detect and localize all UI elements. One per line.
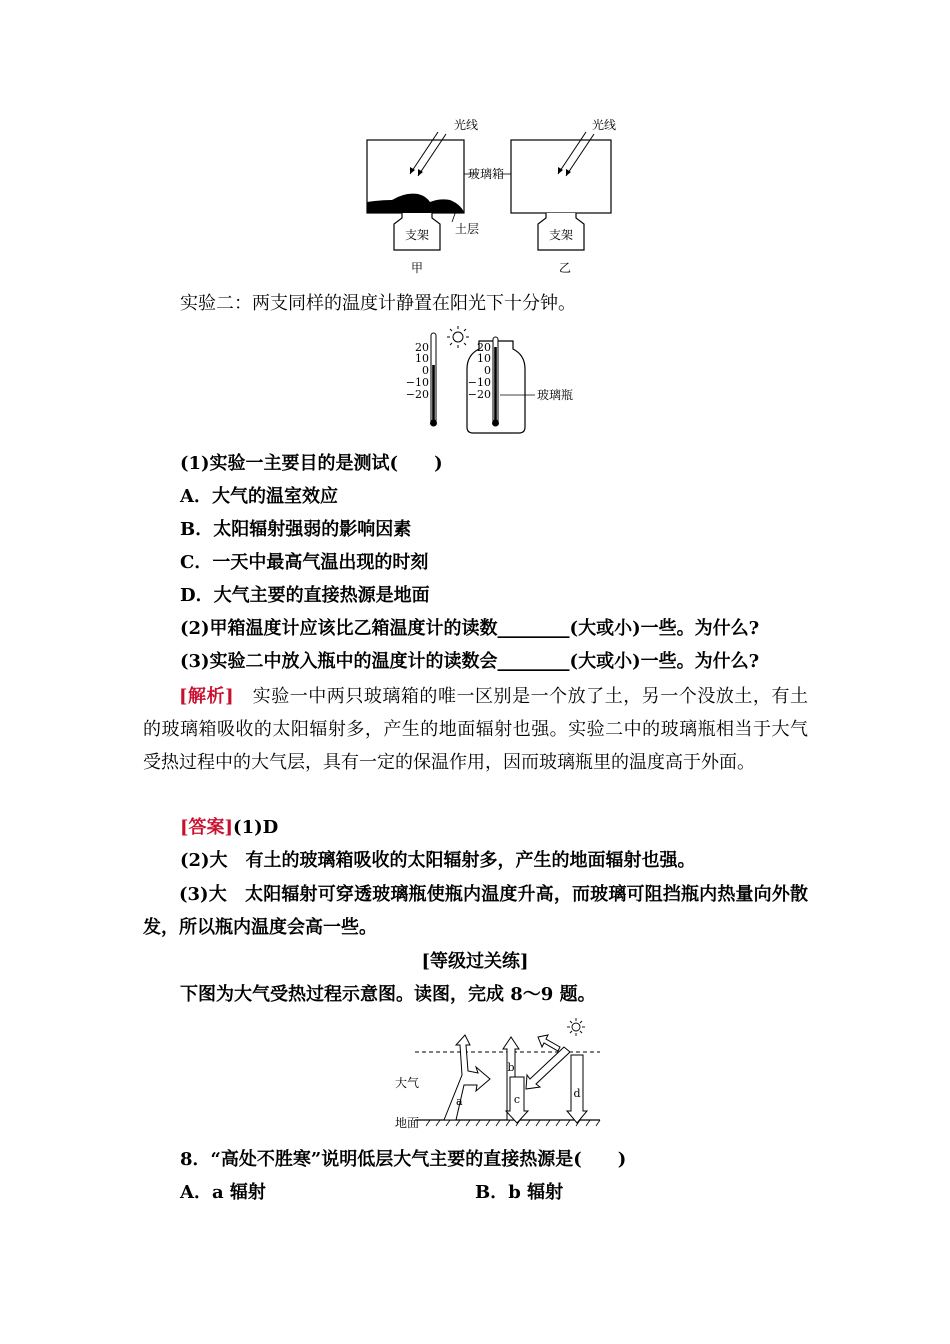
- q8-option-a: A．a 辐射: [180, 1182, 266, 1203]
- analysis-block: [143, 680, 808, 779]
- tick-in-0: 0: [484, 364, 491, 377]
- bottle-label: 玻璃瓶: [537, 388, 574, 402]
- q8-option-b: B．b 辐射: [475, 1182, 564, 1203]
- tick-in-20: 20: [477, 341, 491, 354]
- tick-0: 0: [422, 364, 429, 377]
- q1-option-c: C．一天中最高气温出现的时刻: [180, 552, 429, 573]
- answer-3: (3)大 太阳辐射可穿透玻璃瓶使瓶内温度升高，而玻璃可阻挡瓶内热量向外散发，所以瓶内温度会高一些。: [143, 884, 808, 938]
- tick-minus20: −20: [405, 388, 429, 401]
- q2-stem: (2)甲箱温度计应该比乙箱温度计的读数________(大或小)一些。为什么?: [180, 618, 760, 639]
- tick-minus10: −10: [405, 376, 429, 389]
- q1-option-b: B．太阳辐射强弱的影响因素: [180, 519, 412, 540]
- light-label-a: 光线: [454, 118, 479, 132]
- answer-tag: [答案]: [180, 817, 234, 838]
- q1-option-a: A．大气的温室效应: [180, 486, 338, 507]
- thermometer-figure: [395, 325, 595, 437]
- atmosphere-label: 大气: [395, 1076, 420, 1090]
- q8-stem: 8．“高处不胜寒”说明低层大气主要的直接热源是( ): [180, 1149, 627, 1170]
- tick-in-minus20: −20: [467, 388, 491, 401]
- analysis-tag: [解析]: [179, 686, 234, 707]
- label-yi: 乙: [558, 261, 572, 275]
- ground-label: 地面: [395, 1116, 420, 1130]
- label-jia: 甲: [410, 261, 424, 275]
- tick-in-minus10: −10: [467, 376, 491, 389]
- intro-text: 下图为大气受热过程示意图。读图，完成 8～9 题。: [180, 984, 596, 1005]
- label-a: a: [456, 1095, 463, 1108]
- glass-box-figure: [360, 112, 630, 282]
- stand-b-label: 支架: [548, 228, 574, 242]
- sun-icon-2: [567, 1018, 585, 1036]
- analysis-text: 实验一中两只玻璃箱的唯一区别是一个放了土，另一个没放土，有土的玻璃箱吸收的太阳辐射多，产生的地面辐射也强。实验二中的玻璃瓶相当于大气受热过程中的大气层，具有一定的保温作用，因而玻璃瓶里的温度高于外面。: [143, 686, 808, 773]
- light-label-b: 光线: [592, 118, 617, 132]
- stand-a-label: 支架: [404, 228, 430, 242]
- answer-line1: [180, 816, 278, 840]
- tick-10: 10: [415, 352, 429, 365]
- glass-box-label: 玻璃箱: [468, 167, 505, 181]
- label-c: c: [513, 1093, 521, 1106]
- arrow-solar: [526, 1047, 570, 1089]
- heating-process-figure: [390, 1015, 610, 1135]
- arrow-reflect: [538, 1035, 560, 1051]
- sun-icon: [447, 326, 469, 348]
- q1-stem: (1)实验一主要目的是测试( ): [180, 453, 443, 474]
- label-b: b: [507, 1061, 515, 1074]
- soil-layer: [367, 194, 464, 213]
- arrow-a: [444, 1035, 490, 1120]
- q1-option-d: D．大气主要的直接热源是地面: [180, 585, 430, 606]
- tick-in-10: 10: [477, 352, 491, 365]
- thermometer-outside: [430, 333, 437, 427]
- glass-box-b: [511, 140, 611, 213]
- q3-stem: (3)实验二中放入瓶中的温度计的读数会________(大或小)一些。为什么?: [180, 651, 760, 672]
- experiment2-text: 实验二：两支同样的温度计静置在阳光下十分钟。: [180, 293, 576, 314]
- answer-2: (2)大 有土的玻璃箱吸收的太阳辐射多，产生的地面辐射也强。: [180, 850, 696, 871]
- section-title: [等级过关练]: [421, 951, 529, 972]
- soil-label: 土层: [455, 222, 480, 236]
- thermometer-inside: [492, 337, 499, 427]
- answer-1: (1)D: [233, 817, 279, 838]
- label-d: d: [573, 1087, 581, 1100]
- tick-20: 20: [415, 341, 429, 354]
